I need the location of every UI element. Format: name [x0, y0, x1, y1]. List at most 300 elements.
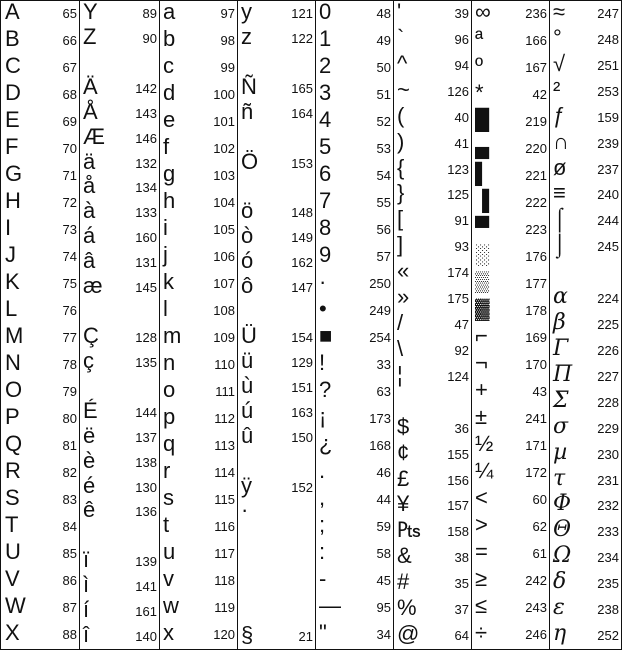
character-glyph: K [5, 269, 20, 294]
character-code: 121 [291, 6, 313, 21]
code-entry [393, 206, 471, 232]
character-glyph: ú [241, 397, 254, 423]
character-glyph: ε [553, 595, 565, 621]
code-entry [393, 491, 471, 517]
character-code: 168 [369, 438, 391, 453]
character-glyph: D [5, 80, 21, 105]
code-entry [549, 387, 621, 414]
character-code: 240 [597, 187, 619, 203]
code-entry [549, 128, 621, 155]
character-code: 83 [62, 492, 77, 507]
character-code: 82 [62, 465, 77, 480]
character-code: 178 [525, 303, 547, 318]
character-code: 243 [525, 600, 547, 615]
character-glyph: º [475, 53, 484, 78]
character-glyph: ] [397, 232, 404, 258]
character-code: 120 [213, 627, 235, 642]
code-entry [237, 323, 315, 349]
character-glyph: Σ [553, 387, 569, 413]
code-entry [159, 80, 237, 106]
character-glyph: O [5, 377, 23, 402]
code-entry [471, 593, 549, 619]
character-glyph: % [397, 595, 417, 621]
code-entry [1, 0, 79, 25]
character-code: 236 [525, 6, 547, 21]
character-code: 115 [214, 492, 235, 507]
code-entry [315, 134, 393, 160]
code-entry [549, 517, 621, 543]
column-divider [393, 1, 394, 649]
character-glyph: ∩ [553, 128, 569, 154]
code-entry [1, 350, 79, 376]
character-glyph: b [163, 26, 176, 51]
character-glyph: ∞ [475, 0, 491, 24]
code-entry [237, 223, 315, 249]
column-divider [471, 1, 472, 649]
character-code: 174 [447, 265, 469, 281]
code-entry [79, 248, 159, 274]
code-entry [159, 458, 237, 484]
code-entry [471, 431, 549, 457]
character-code: 40 [454, 109, 469, 125]
code-entry [79, 323, 159, 349]
character-glyph: ÷ [475, 620, 488, 645]
code-entry [1, 485, 79, 511]
code-entry [237, 23, 315, 50]
character-code: 108 [213, 303, 235, 318]
character-glyph: t [163, 512, 170, 537]
character-glyph: G [5, 161, 23, 186]
code-entry [393, 24, 471, 51]
character-code: 242 [525, 573, 547, 588]
character-glyph: · [241, 497, 249, 523]
code-entry [159, 404, 237, 430]
character-glyph: f [163, 134, 170, 159]
character-code: 124 [447, 368, 469, 384]
character-glyph: ! [319, 350, 326, 375]
character-code: 144 [135, 404, 157, 420]
character-code: 114 [214, 465, 235, 480]
character-code: 241 [525, 411, 547, 426]
character-glyph: Ä [83, 73, 98, 99]
code-entry [315, 566, 393, 592]
character-glyph: ▀ [475, 217, 490, 239]
character-code: 42 [532, 87, 547, 102]
character-code: 223 [525, 222, 547, 237]
character-glyph: k [163, 269, 174, 294]
character-code: 226 [597, 342, 619, 358]
code-entry [315, 404, 393, 430]
character-code: 67 [62, 60, 77, 75]
character-glyph: ⌐ [475, 323, 488, 348]
character-code: 172 [525, 465, 547, 480]
code-entry [79, 422, 159, 449]
character-code: 248 [597, 31, 619, 47]
character-code: 92 [454, 342, 469, 358]
code-entry [1, 269, 79, 295]
character-glyph: ó [241, 248, 254, 274]
character-glyph: Π [553, 361, 573, 387]
character-code: 135 [135, 354, 157, 370]
character-glyph: § [241, 622, 254, 648]
character-code: 152 [291, 479, 313, 495]
code-entry [471, 512, 549, 538]
character-code: 161 [135, 604, 157, 620]
character-glyph: ~ [397, 76, 410, 102]
character-code: 44 [376, 492, 391, 507]
character-code: 175 [447, 291, 469, 307]
code-entry [79, 547, 159, 573]
code-entry [315, 269, 393, 295]
character-code: 164 [291, 105, 313, 121]
code-entry [471, 138, 549, 160]
character-code: 103 [213, 168, 235, 183]
character-code: 254 [369, 330, 391, 345]
code-entry [1, 296, 79, 322]
character-code: 78 [62, 357, 77, 372]
code-entry [549, 543, 621, 569]
code-entry [159, 242, 237, 268]
character-code: 100 [213, 87, 235, 102]
character-code: 158 [447, 524, 469, 540]
code-entry [1, 431, 79, 457]
character-code: 119 [214, 600, 235, 615]
code-entry [549, 262, 621, 284]
character-glyph: M [5, 323, 24, 348]
character-code: 68 [62, 87, 77, 102]
character-glyph: 4 [319, 107, 332, 132]
code-entry [1, 566, 79, 592]
character-glyph: . [319, 458, 326, 483]
character-code: 143 [135, 105, 157, 121]
character-code: 105 [213, 222, 235, 237]
code-entry [237, 622, 315, 648]
code-entry [159, 26, 237, 52]
character-code: 66 [62, 33, 77, 48]
code-entry [471, 273, 549, 295]
character-glyph: ▌ [475, 163, 490, 185]
character-glyph: Φ [553, 491, 572, 517]
character-glyph: « [397, 258, 410, 284]
code-entry [237, 53, 315, 75]
character-glyph: ¼ [475, 458, 494, 483]
character-code: 126 [447, 83, 469, 99]
code-column-4 [237, 1, 315, 649]
character-glyph: 7 [319, 188, 332, 213]
character-code: 50 [376, 60, 391, 75]
character-glyph: ( [397, 102, 405, 128]
character-code: 80 [62, 411, 77, 426]
character-code: 48 [376, 6, 391, 21]
code-entry [315, 161, 393, 187]
character-code: 69 [62, 114, 77, 129]
character-glyph: E [5, 107, 20, 132]
character-code: 71 [62, 168, 77, 183]
code-entry [237, 248, 315, 274]
code-entry [315, 431, 393, 457]
code-entry [159, 377, 237, 403]
character-code: 77 [62, 330, 77, 345]
code-entry [549, 465, 621, 492]
character-glyph: Q [5, 431, 23, 456]
code-entry [471, 566, 549, 592]
code-entry [237, 177, 315, 199]
code-entry [237, 601, 315, 623]
character-code: 145 [135, 280, 157, 296]
character-glyph: w [163, 593, 179, 618]
code-entry [159, 188, 237, 214]
character-glyph: δ [553, 569, 567, 595]
character-code: 93 [454, 239, 469, 255]
character-glyph: , [319, 485, 326, 510]
code-entry [315, 26, 393, 52]
character-code: 53 [376, 141, 391, 156]
character-glyph: \ [397, 335, 404, 361]
code-entry [549, 621, 621, 647]
code-entry [393, 310, 471, 336]
character-glyph: Ö [241, 148, 259, 174]
character-code: 224 [597, 291, 619, 307]
code-entry [79, 302, 159, 324]
character-glyph: ^ [397, 50, 408, 76]
code-entry [1, 80, 79, 106]
code-entry [315, 620, 393, 646]
character-code: 136 [135, 504, 157, 520]
code-entry [79, 347, 159, 374]
character-code: 46 [376, 465, 391, 480]
character-code: 141 [135, 579, 157, 595]
code-entry [159, 431, 237, 457]
code-entry [1, 161, 79, 187]
code-entry [159, 215, 237, 241]
character-code: 62 [532, 519, 547, 534]
character-glyph: Γ [553, 335, 569, 361]
character-glyph: c [163, 53, 174, 78]
character-glyph: ä [83, 148, 96, 174]
character-glyph: 3 [319, 80, 332, 105]
character-glyph: + [475, 377, 488, 402]
character-code: 151 [291, 379, 313, 395]
character-glyph: µ [553, 439, 568, 465]
character-glyph: } [397, 180, 405, 206]
code-entry [549, 206, 621, 232]
character-glyph: ≥ [475, 566, 488, 591]
code-entry [549, 76, 621, 103]
code-entry [1, 404, 79, 430]
character-glyph: U [5, 539, 21, 564]
character-code: 247 [597, 6, 619, 21]
character-code: 176 [525, 249, 547, 264]
character-code: 106 [213, 249, 235, 264]
character-glyph: y [241, 0, 252, 24]
character-code: 64 [454, 628, 469, 644]
code-entry [393, 154, 471, 181]
code-entry [471, 485, 549, 511]
code-entry [549, 24, 621, 51]
column-divider [237, 1, 238, 649]
character-glyph: ' [397, 0, 402, 24]
character-glyph: Θ [553, 517, 572, 543]
character-glyph: ° [553, 24, 562, 50]
character-glyph: ▓ [475, 298, 490, 320]
character-glyph: { [397, 154, 405, 180]
character-glyph: — [319, 593, 341, 618]
character-glyph: ? [319, 377, 332, 402]
character-code: 146 [135, 130, 157, 146]
character-code: 104 [213, 195, 235, 210]
code-entry [79, 0, 159, 25]
character-glyph: L [5, 296, 18, 321]
code-entry [393, 361, 471, 388]
code-entry [471, 350, 549, 376]
character-code: 132 [135, 155, 157, 171]
code-entry [315, 539, 393, 565]
character-code: 97 [220, 6, 235, 21]
character-code: 160 [135, 230, 157, 246]
character-code: 117 [214, 546, 235, 561]
character-glyph: ¥ [397, 491, 410, 517]
code-entry [315, 215, 393, 241]
character-glyph: é [83, 472, 96, 498]
code-entry [159, 485, 237, 511]
code-entry [79, 73, 159, 100]
character-code: 169 [525, 330, 547, 345]
character-glyph: p [163, 404, 176, 429]
character-code: 221 [525, 168, 547, 183]
code-entry [549, 361, 621, 388]
code-entry [315, 323, 393, 349]
character-glyph: å [83, 173, 96, 199]
character-code: 139 [135, 554, 157, 570]
character-code: 150 [291, 429, 313, 445]
character-glyph: Å [83, 98, 98, 124]
character-glyph: z [241, 23, 252, 49]
character-code: 219 [525, 114, 547, 129]
character-glyph: ■ [319, 323, 333, 348]
character-code: 159 [597, 109, 619, 125]
character-code: 249 [369, 303, 391, 318]
character-glyph: ▐ [475, 190, 490, 212]
code-entry [237, 98, 315, 125]
character-code: 109 [213, 330, 235, 345]
code-entry [237, 452, 315, 474]
character-glyph: ⌡ [553, 232, 567, 258]
character-code: 137 [135, 429, 157, 445]
character-glyph: í [83, 597, 90, 623]
character-glyph: A [5, 0, 20, 24]
character-glyph: ; [319, 512, 326, 537]
character-code: 49 [376, 33, 391, 48]
character-code: 45 [376, 573, 391, 588]
code-entry [393, 284, 471, 310]
character-glyph: s [163, 485, 174, 510]
character-code: 177 [525, 276, 547, 291]
character-code: 156 [447, 472, 469, 488]
character-glyph: h [163, 188, 176, 213]
code-entry [1, 593, 79, 619]
code-entry [549, 595, 621, 621]
character-code: 95 [376, 600, 391, 615]
character-code: 21 [298, 629, 313, 645]
character-code: 233 [597, 524, 619, 540]
code-entry [159, 269, 237, 295]
character-glyph: i [163, 215, 168, 240]
code-entry [393, 569, 471, 595]
character-code: 163 [291, 404, 313, 420]
character-glyph: ö [241, 198, 254, 224]
code-entry [159, 539, 237, 565]
character-code: 113 [214, 438, 235, 453]
character-glyph: N [5, 350, 21, 375]
character-glyph: ≈ [553, 0, 566, 24]
code-entry [549, 284, 621, 310]
code-entry [471, 458, 549, 484]
character-glyph: ¿ [319, 431, 333, 456]
code-entry [237, 0, 315, 25]
code-entry [393, 413, 471, 440]
character-code: 238 [597, 602, 619, 618]
code-entry [393, 439, 471, 466]
character-code: 225 [597, 317, 619, 333]
character-code: 252 [597, 628, 619, 644]
code-entry [549, 180, 621, 206]
character-glyph: [ [397, 206, 404, 232]
code-entry [549, 154, 621, 181]
code-entry [159, 296, 237, 322]
code-entry [79, 173, 159, 199]
code-entry [79, 377, 159, 399]
code-entry [237, 526, 315, 548]
code-entry [315, 80, 393, 106]
code-column-7 [471, 1, 549, 649]
character-code: 153 [291, 155, 313, 171]
character-code: 43 [532, 384, 547, 399]
code-entry [237, 422, 315, 449]
character-code: 91 [454, 213, 469, 229]
character-glyph: á [83, 223, 96, 249]
character-glyph: P [5, 404, 20, 429]
code-entry [315, 0, 393, 25]
code-entry [237, 372, 315, 399]
code-entry [79, 223, 159, 249]
character-glyph: ë [83, 422, 96, 448]
character-code: 250 [369, 276, 391, 291]
code-entry [1, 512, 79, 538]
character-code: 245 [597, 239, 619, 255]
character-code: 155 [447, 446, 469, 462]
code-entry [237, 497, 315, 523]
character-glyph: X [5, 620, 20, 645]
code-entry [79, 273, 159, 299]
code-entry [1, 377, 79, 403]
character-code: 63 [376, 384, 391, 399]
character-code: 222 [525, 195, 547, 210]
character-code: 102 [213, 141, 235, 156]
character-glyph: J [5, 242, 16, 267]
code-entry [549, 310, 621, 336]
character-code: 60 [532, 492, 547, 507]
character-code: 130 [135, 479, 157, 495]
character-glyph: ⌠ [553, 206, 567, 232]
character-code: 157 [447, 498, 469, 514]
character-code: 110 [214, 357, 235, 372]
column-divider [79, 1, 80, 649]
character-glyph: ÿ [241, 472, 252, 498]
code-entry [471, 192, 549, 214]
character-glyph: ô [241, 273, 254, 299]
code-entry [79, 447, 159, 474]
character-code: 96 [454, 31, 469, 47]
